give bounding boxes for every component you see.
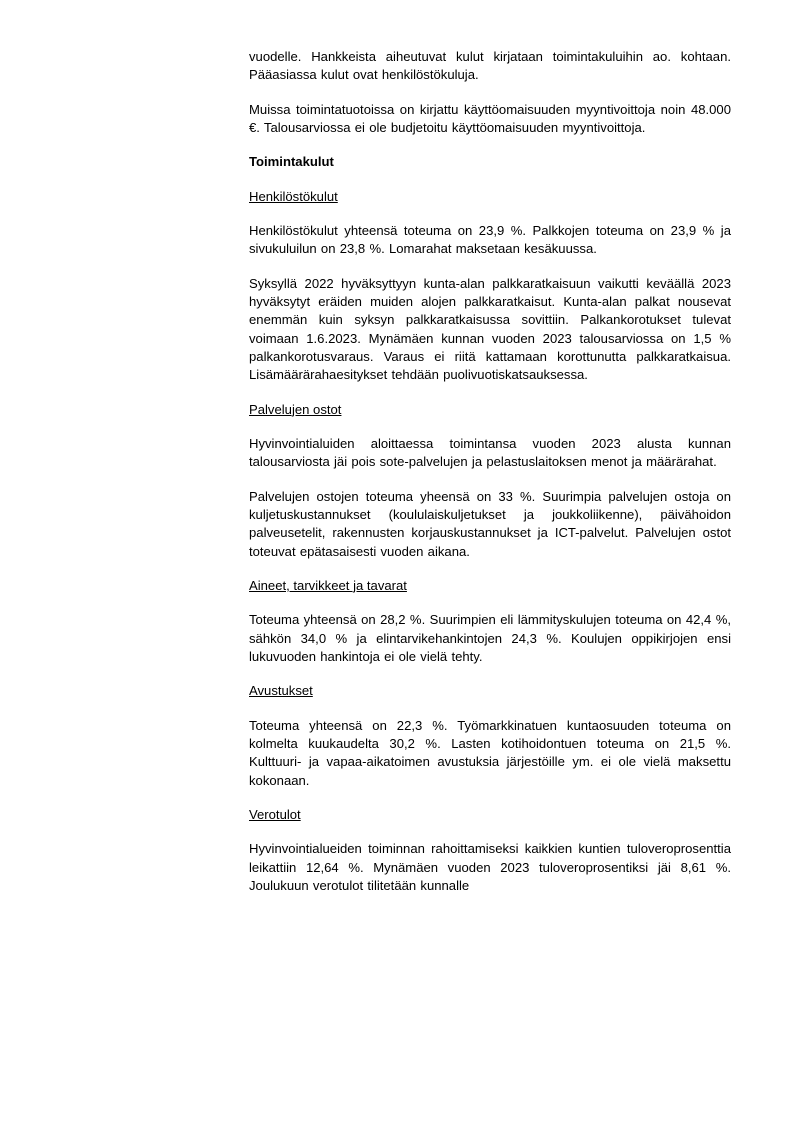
- subsection-heading-palvelujen-ostot: [249, 401, 731, 419]
- subsection-heading-label: Palvelujen ostot: [249, 401, 342, 417]
- subsection-heading-verotulot: [249, 806, 731, 824]
- paragraph-tax-revenue: Hyvinvointialueiden toiminnan rahoittamiseksi kaikkien kuntien tuloveroprosenttia leikattiin 12,64 %. Mynämäen vuoden 2023 tuloveroprosentiksi jäi 8,61 %. Joulukuun verotulot tilitetään kunnalle: [249, 841, 731, 893]
- paragraph-wellbeing-services-transfer: Hyvinvointialuiden aloittaessa toimintansa vuoden 2023 alusta kunnan talousarviosta jäi pois sote-palvelujen ja pelastuslaitoksen menot ja määrärahat.: [249, 435, 731, 470]
- subsection-heading-henkilostokulut: [249, 188, 731, 206]
- subsection-heading-aineet-tarvikkeet-tavarat: [249, 577, 731, 595]
- subsection-heading-label: Aineet, tarvikkeet ja tavarat: [249, 577, 407, 593]
- paragraph-other-operating-income: Muissa toimintatuotoissa on kirjattu käyttöomaisuuden myyntivoittoja noin 48.000 €. Talousarviossa ei ole budjetoitu käyttöomaisuuden myyntivoittoja.: [249, 101, 731, 135]
- paragraph-grants: Toteuma yhteensä on 22,3 %. Työmarkkinatuen kuntaosuuden toteuma on kolmelta kuukaudelta 30,2 %. Lasten kotihoidontuen toteuma on 21,5 %. Kulttuuri- ja vapaa-aikatoimen avustuksia järjestöille ym. ei ole vielä maksettu kokonaan.: [249, 717, 731, 788]
- section-heading-toimintakulut: Toimintakulut: [249, 154, 334, 170]
- paragraph-intro-continuation: vuodelle. Hankkeista aiheutuvat kulut kirjataan toimintakuluihin ao. kohtaan. Pääasiassa kulut ovat henkilöstökuluja.: [249, 49, 731, 83]
- document-body: [249, 48, 731, 895]
- paragraph-materials-and-supplies: Toteuma yhteensä on 28,2 %. Suurimpien eli lämmityskulujen toteuma on 42,4 %, sähkön 34,0 % ja elintarvikehankintojen 24,3 %. Koulujen oppikirjojen ensi lukuvuoden hankintoja ei ole vielä tehty.: [249, 612, 731, 664]
- subsection-heading-label: Henkilöstökulut: [249, 188, 338, 204]
- subsection-heading-label: Avustukset: [249, 683, 313, 699]
- subsection-heading-label: Verotulot: [249, 806, 301, 822]
- paragraph-wage-settlement: Syksyllä 2022 hyväksyttyyn kunta-alan palkkaratkaisuun vaikutti keväällä 2023 hyväksytyt eräiden muiden alojen palkkaratkaisut. Kunta-alan palkat nousevat enemmän kuin syksyn palkkaratkaisussa sovittiin. Palkankorotukset tulevat voimaan 1.6.2023. Mynämäen kunnan vuoden 2023 talousarviossa on 1,5 % palkankorotusvaraus. Varaus ei riitä kattamaan korottunutta palkkaratkaisua. Lisämäärärahaesitykset tehdään puolivuotiskatsauksessa.: [249, 275, 731, 383]
- paragraph-personnel-costs: Henkilöstökulut yhteensä toteuma on 23,9 %. Palkkojen toteuma on 23,9 % ja sivukuluilun on 23,8 %. Lomarahat maksetaan kesäkuussa.: [249, 222, 731, 257]
- paragraph-service-purchases: Palvelujen ostojen toteuma yheensä on 33 %. Suurimpia palvelujen ostoja on kuljetuskustannukset (koululaiskuljetukset ja joukkoliikenne), päivähoidon palveusetelit, rakennusten korjauskustannukset ja ICT-palvelut. Palvelujen ostot toteuvat epätasaisesti vuoden aikana.: [249, 488, 731, 559]
- subsection-heading-avustukset: [249, 682, 731, 700]
